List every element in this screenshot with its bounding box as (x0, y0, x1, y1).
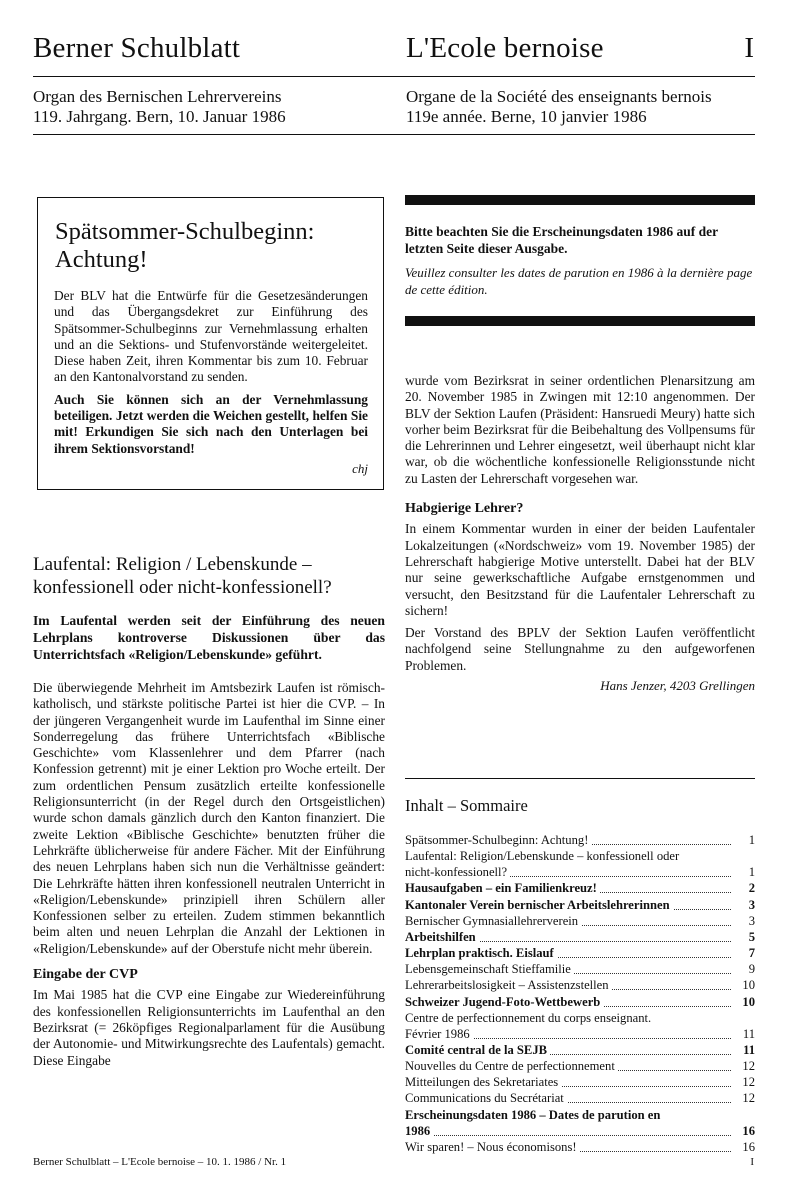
toc-item-title: Lebensgemeinschaft Stieffamilie (405, 962, 574, 976)
toc-item-title: Kantonaler Verein bernischer Arbeitslehrerinnen (405, 898, 673, 912)
main-article-paragraph-1: Die überwiegende Mehrheit im Amtsbezirk Laufen ist römisch-katholisch, und stärkste politische Partei ist hier die CVP. – In der jüngeren Vergangenheit wurde im Laufenthal im Sinne einer Sonderregelung das frühere Unterrichtsfach «Biblische Geschichte» vom Klassenlehrer und dem Pfarrer (nach Konfession getrennt) mit je einer Lektion pro Woche erteilt. Der zum ordentlichen Pensum zusätzlich erteilte konfessionelle Religionsunterricht (in der Regel durch den Ortsgeistlichen) wurde schon damals gänzlich durch den Kanton finanziert. Die zweite Lektion «Biblische Geschichte» benutzten früher die Lehrkräfte üblicherweise für andere Fächer. Mit der Einführung des neuen Lehrplans haben sich nun die Verhältnisse geändert: Die Lehrkräfte hätten ihren konfessionell neutralen Unterricht in «Religion/Lebenskunde» prinzipiell ihren Schülern aller Konfessionen selber zu erteilen. Zudem stimmen bekanntlich beim alten und neuen Lehrplan die Anzahl der Lektionen in «Religion/Lebenskunde» auf der Oberstufe nicht mehr überein. (33, 680, 385, 956)
toc-item (405, 1059, 755, 1074)
toc-item-page: 2 (733, 881, 755, 896)
toc-item-page: 16 (733, 1140, 755, 1155)
toc-item (405, 962, 755, 977)
toc-item (405, 1011, 755, 1026)
toc-item-leader (405, 1135, 731, 1136)
boxed-article-signature: chj (352, 460, 368, 476)
toc-item (405, 995, 755, 1010)
masthead-rule-top (33, 76, 755, 77)
toc-item (405, 978, 755, 993)
toc-item-title: Lehrplan praktisch. Eislauf (405, 946, 557, 960)
toc-item-page: 5 (733, 930, 755, 945)
toc-item-title: Communications du Secrétariat (405, 1091, 567, 1105)
toc-item (405, 1075, 755, 1090)
toc-item (405, 946, 755, 961)
toc-item-page: 16 (733, 1124, 755, 1139)
toc-item-title: Wir sparen! – Nous économisons! (405, 1140, 580, 1154)
toc-item (405, 833, 755, 848)
masthead-rule-bottom (33, 134, 755, 135)
toc-item-title: Laufental: Religion/Lebenskunde – konfessionell oder (405, 849, 682, 863)
footer-page-number: I (750, 1156, 754, 1168)
masthead-title-de: Berner Schulblatt (33, 32, 241, 64)
toc-item-page: 3 (733, 898, 755, 913)
toc-item-title: nicht-konfessionell? (405, 865, 510, 879)
main-article-subheading-2: Habgierige Lehrer? (405, 501, 524, 517)
toc-item-title: 1986 (405, 1124, 433, 1138)
notice-bar-bottom (405, 316, 755, 326)
toc-item (405, 930, 755, 945)
toc-item-page: 12 (733, 1075, 755, 1090)
toc-item (405, 914, 755, 929)
toc-item-page: 11 (733, 1043, 755, 1058)
toc-item (405, 1108, 755, 1123)
notice-de: Bitte beachten Sie die Erscheinungsdaten 1986 auf der letzten Seite dieser Ausgabe. (405, 224, 718, 256)
toc-item-page: 10 (733, 995, 755, 1010)
page-number: I (744, 32, 754, 64)
masthead-subtitle-fr: Organe de la Société des enseignants bernois 119e année. Berne, 10 janvier 1986 (406, 87, 712, 126)
notice-bar-top (405, 195, 755, 205)
masthead-title-fr: L'Ecole bernoise (406, 32, 604, 64)
toc-item-title: Hausaufgaben – ein Familienkreuz! (405, 881, 600, 895)
main-article-lead: Im Laufental werden seit der Einführung des neuen Lehrplans kontroverse Diskussionen über das Unterrichtsfach «Religion/Lebenskunde» geführt. (33, 613, 385, 662)
toc-item-page: 1 (733, 865, 755, 880)
toc-item (405, 865, 755, 880)
main-article-paragraph-5: Der Vorstand des BPLV der Sektion Laufen veröffentlicht nachfolgend seine Stellungnahme zu den aufgeworfenen Problemen. (405, 625, 755, 673)
toc-item-title: Centre de perfectionnement du corps enseignant. (405, 1011, 654, 1025)
toc-item (405, 1124, 755, 1139)
boxed-article-paragraph-2: Auch Sie können sich an der Vernehmlassung beteiligen. Jetzt werden die Weichen gestellt, helfen Sie mit! Erkundigen Sie sich nach den Unterlagen bei ihrem Sektionsvorstand! (54, 391, 368, 456)
boxed-article (37, 197, 384, 490)
main-article-paragraph-4: In einem Kommentar wurden in einer der beiden Laufentaler Lokalzeitungen («Nordschweiz» vom 19. November 1985) der Lehrerschaft habgierige Motive unterstellt. Dabei hat der BLV nur seine gewerkschaftliche Aufgabe ernstgenommen und versucht, den Besitzstand für die Laufentaler Lehrerschaft zu sichern! (405, 521, 755, 618)
toc-item-page: 7 (733, 946, 755, 961)
toc-item-page: 10 (733, 978, 755, 993)
toc-item (405, 1043, 755, 1058)
toc-rule (405, 778, 755, 779)
toc-item (405, 881, 755, 896)
toc-item-page: 12 (733, 1091, 755, 1106)
toc-item (405, 898, 755, 913)
toc-item-title: Février 1986 (405, 1027, 473, 1041)
toc-item (405, 849, 755, 864)
toc-item-page: 1 (733, 833, 755, 848)
toc-item-title: Spätsommer-Schulbeginn: Achtung! (405, 833, 591, 847)
toc-item-title: Nouvelles du Centre de perfectionnement (405, 1059, 618, 1073)
main-article-body-right (405, 373, 755, 694)
toc-item (405, 1140, 755, 1155)
toc-item (405, 1091, 755, 1106)
toc-item-page: 12 (733, 1059, 755, 1074)
footer-text: Berner Schulblatt – L'Ecole bernoise – 10. 1. 1986 / Nr. 1 (33, 1156, 287, 1168)
toc-item-title: Lehrerarbeitslosigkeit – Assistenzstellen (405, 978, 612, 992)
toc-item-page: 11 (733, 1027, 755, 1042)
main-article-paragraph-3: wurde vom Bezirksrat in seiner ordentlichen Plenarsitzung am 20. November 1985 in Zwingen mit 12:10 angenommen. Der BLV der Sektion Laufen (Präsident: Hansruedi Meury) hatte sich vorher beim Bezirksrat für die Beibehaltung des Vollpensums für die Lehrerinnen und Lehrer eingesetzt, weil überhaupt nicht klar war, ob die wöchentliche konfessionelle Religionsstunde nicht zu Lasten der Lehrerschaft vorgesehen war. (405, 373, 755, 486)
toc-item-title: Schweizer Jugend-Foto-Wettbewerb (405, 995, 603, 1009)
toc-item-page: 3 (733, 914, 755, 929)
notice-fr: Veuillez consulter les dates de parution en 1986 à la dernière page de cette édition. (405, 265, 753, 297)
main-article-author: Hans Jenzer, 4203 Grellingen (600, 678, 755, 694)
main-article-paragraph-2: Im Mai 1985 hat die CVP eine Eingabe zur Wiedereinführung des konfessionellen Religionsunterrichts im Laufenthal an den Bezirksrat (= 26köpfiges Regionalparlament für die Ausübung der Autonomie- und Mitwirkungsrechte des Laufentals) gemacht. Diese Eingabe (33, 987, 385, 1068)
toc-title: Inhalt – Sommaire (405, 796, 528, 815)
boxed-article-paragraph-1: Der BLV hat die Entwürfe für die Gesetzesänderungen und das Übergangsdekret zur Einführung des Spätsommer-Schulbeginns zur Vernehmlassung erhalten und an die Sektions- und Stufenvorstände weitergeleitet. Diese haben Zeit, ihren Kommentar bis zum 10. Februar an den Kantonalvorstand zu senden. (54, 288, 368, 385)
toc-item-title: Erscheinungsdaten 1986 – Dates de parution en (405, 1108, 663, 1122)
main-article-heading: Laufental: Religion / Lebenskunde – konfessionell oder nicht-konfessionell? (33, 554, 332, 598)
toc-item-page: 9 (733, 962, 755, 977)
main-article-left (33, 553, 385, 599)
toc-item-title: Arbeitshilfen (405, 930, 479, 944)
toc-item-title: Comité central de la SEJB (405, 1043, 550, 1057)
toc-item-title: Mitteilungen des Sekretariates (405, 1075, 561, 1089)
toc-item-title: Bernischer Gymnasiallehrerverein (405, 914, 581, 928)
masthead-subtitle-de: Organ des Bernischen Lehrervereins 119. Jahrgang. Bern, 10. Januar 1986 (33, 87, 286, 126)
main-article-subheading-1: Eingabe der CVP (33, 967, 138, 983)
main-article-body-left (33, 680, 385, 1075)
boxed-article-heading: Spätsommer-Schulbeginn: Achtung! (55, 218, 315, 273)
notice (405, 223, 755, 298)
toc-item (405, 1027, 755, 1042)
